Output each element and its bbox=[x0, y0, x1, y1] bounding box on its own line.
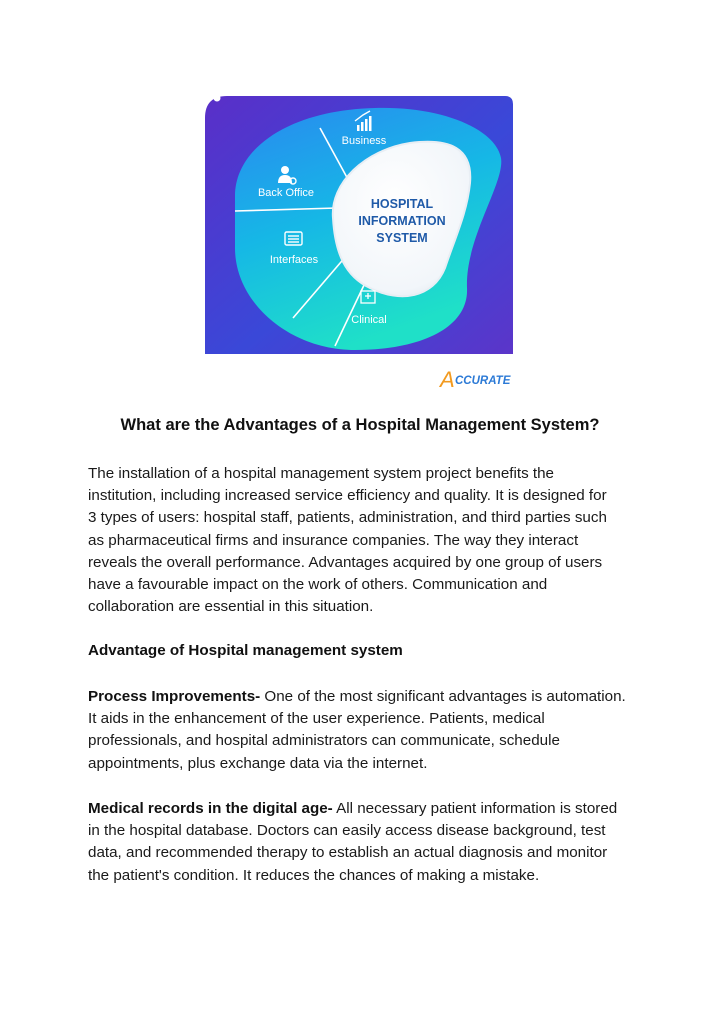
process-improvements-label: Process Improvements- bbox=[88, 688, 261, 705]
decor-dot bbox=[214, 95, 221, 102]
text-line: in the hospital database. Doctors can easily access disease background, test bbox=[88, 822, 606, 840]
text-line: as pharmaceutical firms and insurance companies. The way they interact bbox=[88, 531, 579, 549]
segment-label-back-office: Back Office bbox=[257, 187, 315, 199]
center-title-line-3: SYSTEM bbox=[376, 231, 428, 245]
accurate-logo bbox=[438, 367, 511, 388]
text-line: The installation of a hospital management system project benefits the bbox=[88, 465, 555, 482]
records-first-line: All necessary patient information is stored bbox=[332, 800, 618, 817]
text-line: institution, including increased service efficiency and quality. It is designed for bbox=[88, 487, 607, 505]
text-line: appointments, plus exchange data via the internet. bbox=[88, 754, 428, 772]
text-line: collaboration are essential in this situation. bbox=[88, 598, 374, 616]
his-diagram bbox=[205, 88, 520, 388]
section-subheading: Advantage of Hospital management system bbox=[88, 642, 403, 659]
intro-paragraph bbox=[88, 463, 648, 618]
process-first-line: One of the most significant advantages is automation. bbox=[260, 688, 626, 705]
segment-label-interfaces: Interfaces bbox=[269, 254, 319, 266]
article-heading: What are the Advantages of a Hospital Management System? bbox=[120, 416, 600, 434]
text-line: have a favourable impact on the work of others. Communication and bbox=[88, 576, 548, 594]
text-line: 3 types of users: hospital staff, patients, administration, and third parties such bbox=[88, 509, 607, 527]
segment-label-business: Business bbox=[341, 135, 387, 147]
center-title-line-1: HOSPITAL bbox=[370, 197, 434, 211]
text-line: reveals the overall performance. Advantages acquired by one group of users bbox=[88, 553, 603, 571]
text-line: the patient's condition. It reduces the chances of making a mistake. bbox=[88, 866, 540, 884]
text-line bbox=[88, 686, 648, 708]
medical-records-label: Medical records in the digital age- bbox=[88, 800, 333, 817]
logo-initial: A bbox=[440, 367, 455, 388]
segment-label-clinical: Clinical bbox=[351, 314, 387, 326]
text-line bbox=[88, 798, 648, 820]
hospital-information-system-figure bbox=[205, 88, 520, 388]
process-improvements-paragraph bbox=[88, 686, 648, 775]
center-title-line-2: INFORMATION bbox=[358, 214, 446, 228]
medical-records-paragraph bbox=[88, 798, 648, 887]
logo-rest: CCURATE bbox=[455, 375, 511, 387]
text-line: data, and recommended therapy to establish an actual diagnosis and monitor bbox=[88, 844, 608, 862]
text-line: It aids in the enhancement of the user experience. Patients, medical bbox=[88, 710, 545, 728]
text-line: professionals, and hospital administrators can communicate, schedule bbox=[88, 732, 560, 750]
